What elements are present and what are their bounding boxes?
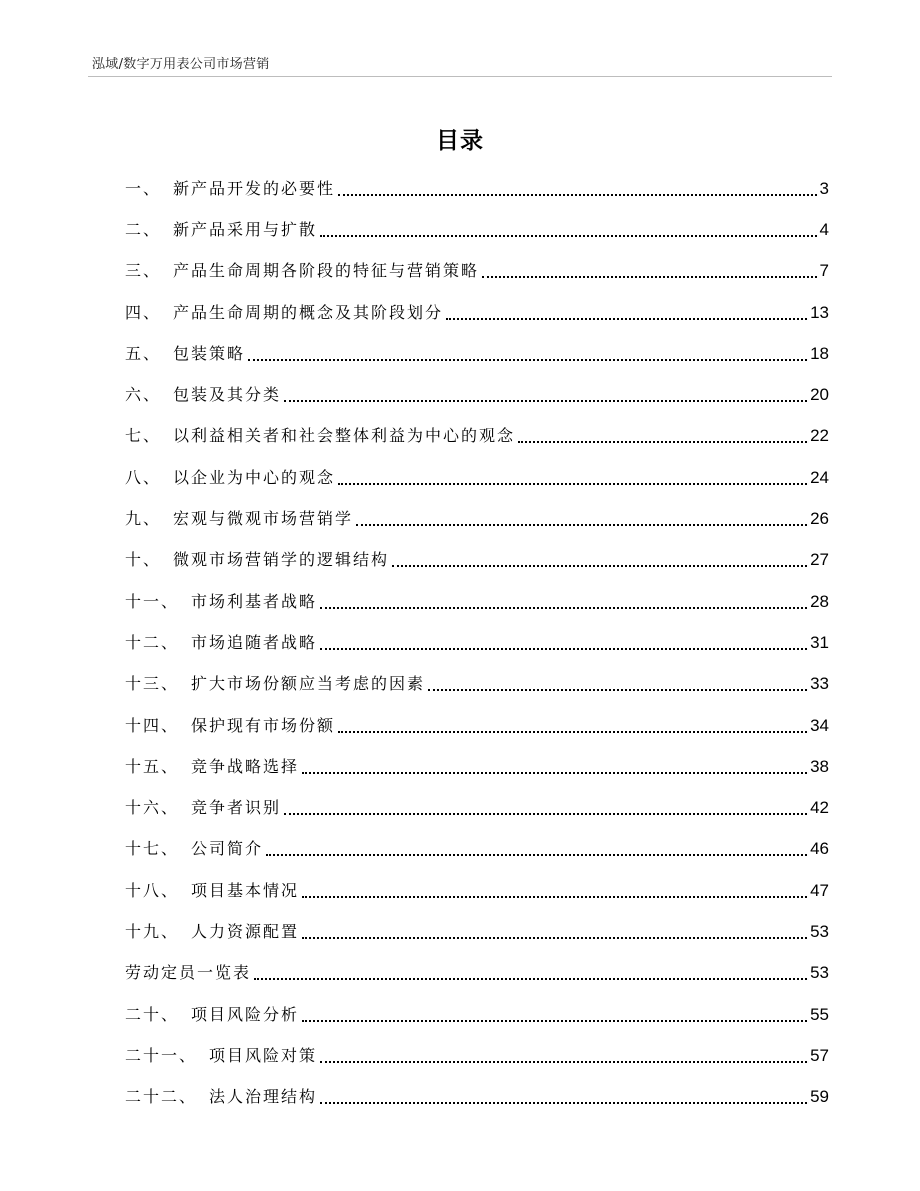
toc-entry[interactable] — [125, 994, 829, 1035]
toc-page-number: 42 — [810, 798, 829, 818]
toc-page-number: 47 — [810, 880, 829, 900]
toc-entry-title: 宏观与微观市场营销学 — [173, 509, 354, 529]
toc-entry[interactable] — [125, 209, 829, 250]
toc-page-number: 59 — [810, 1087, 829, 1107]
toc-page-number: 26 — [810, 509, 829, 529]
toc-entry[interactable] — [125, 416, 829, 457]
header-divider — [88, 76, 832, 77]
toc-entry[interactable] — [125, 374, 829, 415]
toc-dot-leader — [392, 565, 807, 567]
toc-entry-number: 十四、 — [125, 715, 180, 735]
toc-entry-number: 四、 — [125, 302, 162, 322]
toc-entry-number: 二、 — [125, 219, 162, 239]
toc-page-number: 57 — [810, 1045, 829, 1065]
toc-entry[interactable] — [125, 292, 829, 333]
toc-entry[interactable] — [125, 705, 829, 746]
toc-entry[interactable] — [125, 498, 829, 539]
toc-page-number: 22 — [810, 426, 829, 446]
toc-entry-title: 扩大市场份额应当考虑的因素 — [191, 674, 426, 694]
toc-entry-number: 二十二、 — [125, 1087, 198, 1107]
toc-entry-title: 新产品采用与扩散 — [173, 219, 318, 239]
toc-dot-leader — [320, 607, 807, 609]
toc-dot-leader — [446, 318, 807, 320]
toc-entry[interactable] — [125, 664, 829, 705]
toc-page-number: 53 — [810, 921, 829, 941]
toc-page-number: 34 — [810, 715, 829, 735]
toc-entry-number: 二十一、 — [125, 1045, 198, 1065]
toc-entry-number: 十五、 — [125, 756, 180, 776]
toc-dot-leader — [302, 772, 807, 774]
toc-entry-number: 十一、 — [125, 591, 180, 611]
toc-entry-title: 人力资源配置 — [191, 921, 300, 941]
toc-entry-title: 以企业为中心的观念 — [173, 467, 336, 487]
toc-page-number: 53 — [810, 963, 829, 983]
toc-entry-title: 保护现有市场份额 — [191, 715, 336, 735]
toc-entry-title: 包装及其分类 — [173, 385, 282, 405]
table-of-contents — [125, 168, 829, 1118]
toc-page-number: 24 — [810, 467, 829, 487]
toc-entry[interactable] — [125, 251, 829, 292]
toc-dot-leader — [428, 689, 807, 691]
toc-dot-leader — [302, 896, 807, 898]
toc-title: 目录 — [436, 128, 484, 154]
toc-dot-leader — [338, 194, 817, 196]
toc-entry[interactable] — [125, 953, 829, 994]
toc-entry-title: 公司简介 — [191, 839, 264, 859]
toc-dot-leader — [320, 1061, 807, 1063]
toc-page-number: 38 — [810, 756, 829, 776]
toc-dot-leader — [266, 854, 807, 856]
toc-entry[interactable] — [125, 333, 829, 374]
toc-page-number: 31 — [810, 632, 829, 652]
toc-page-number: 20 — [810, 385, 829, 405]
toc-dot-leader — [284, 813, 807, 815]
toc-entry-number: 二十、 — [125, 1004, 180, 1024]
toc-page-number: 33 — [810, 674, 829, 694]
toc-page-number: 27 — [810, 550, 829, 570]
toc-page-number: 3 — [819, 178, 829, 198]
toc-entry-title: 市场追随者战略 — [191, 632, 318, 652]
toc-entry-title: 劳动定员一览表 — [125, 963, 252, 983]
toc-entry-title: 竞争者识别 — [191, 798, 282, 818]
toc-entry-number: 十二、 — [125, 632, 180, 652]
toc-page-number: 55 — [810, 1004, 829, 1024]
toc-entry-title: 产品生命周期各阶段的特征与营销策略 — [173, 261, 480, 281]
toc-entry[interactable] — [125, 1035, 829, 1076]
toc-entry-title: 市场利基者战略 — [191, 591, 318, 611]
toc-entry-title: 包装策略 — [173, 343, 246, 363]
toc-entry-number: 八、 — [125, 467, 162, 487]
toc-entry[interactable] — [125, 911, 829, 952]
toc-page-number: 46 — [810, 839, 829, 859]
toc-entry-number: 十六、 — [125, 798, 180, 818]
toc-entry-title: 项目基本情况 — [191, 880, 300, 900]
toc-page-number: 28 — [810, 591, 829, 611]
running-header: 泓域/数字万用表公司市场营销 — [92, 57, 270, 72]
toc-entry[interactable] — [125, 870, 829, 911]
toc-entry-number: 三、 — [125, 261, 162, 281]
toc-page-number: 13 — [810, 302, 829, 322]
toc-entry[interactable] — [125, 581, 829, 622]
toc-dot-leader — [356, 524, 807, 526]
toc-page-number: 18 — [810, 343, 829, 363]
toc-entry-title: 法人治理结构 — [209, 1087, 318, 1107]
toc-entry-title: 新产品开发的必要性 — [173, 178, 336, 198]
toc-entry-title: 以利益相关者和社会整体利益为中心的观念 — [173, 426, 516, 446]
toc-page-number: 7 — [819, 261, 829, 281]
toc-dot-leader — [518, 441, 807, 443]
toc-dot-leader — [320, 235, 817, 237]
toc-dot-leader — [302, 937, 807, 939]
toc-entry-number: 六、 — [125, 385, 162, 405]
toc-dot-leader — [338, 483, 807, 485]
toc-entry[interactable] — [125, 829, 829, 870]
toc-dot-leader — [254, 978, 807, 980]
toc-entry-number: 一、 — [125, 178, 162, 198]
toc-entry-title: 产品生命周期的概念及其阶段划分 — [173, 302, 444, 322]
toc-entry-number: 十九、 — [125, 921, 180, 941]
toc-entry-title: 微观市场营销学的逻辑结构 — [173, 550, 390, 570]
toc-dot-leader — [302, 1020, 807, 1022]
toc-entry-number: 五、 — [125, 343, 162, 363]
toc-entry-title: 项目风险分析 — [191, 1004, 300, 1024]
toc-entry-title: 竞争战略选择 — [191, 756, 300, 776]
toc-entry[interactable] — [125, 457, 829, 498]
toc-entry-number: 九、 — [125, 509, 162, 529]
toc-entry[interactable] — [125, 1077, 829, 1118]
toc-dot-leader — [284, 400, 807, 402]
toc-entry-title: 项目风险对策 — [209, 1045, 318, 1065]
toc-entry[interactable] — [125, 168, 829, 209]
toc-dot-leader — [482, 276, 817, 278]
toc-dot-leader — [248, 359, 807, 361]
toc-entry-number: 十八、 — [125, 880, 180, 900]
toc-dot-leader — [320, 1102, 807, 1104]
toc-page-number: 4 — [819, 219, 829, 239]
toc-entry[interactable] — [125, 622, 829, 663]
toc-entry[interactable] — [125, 787, 829, 828]
toc-entry[interactable] — [125, 746, 829, 787]
toc-entry[interactable] — [125, 540, 829, 581]
toc-dot-leader — [338, 731, 807, 733]
toc-dot-leader — [320, 648, 807, 650]
toc-entry-number: 十、 — [125, 550, 162, 570]
toc-entry-number: 十三、 — [125, 674, 180, 694]
toc-entry-number: 十七、 — [125, 839, 180, 859]
toc-entry-number: 七、 — [125, 426, 162, 446]
